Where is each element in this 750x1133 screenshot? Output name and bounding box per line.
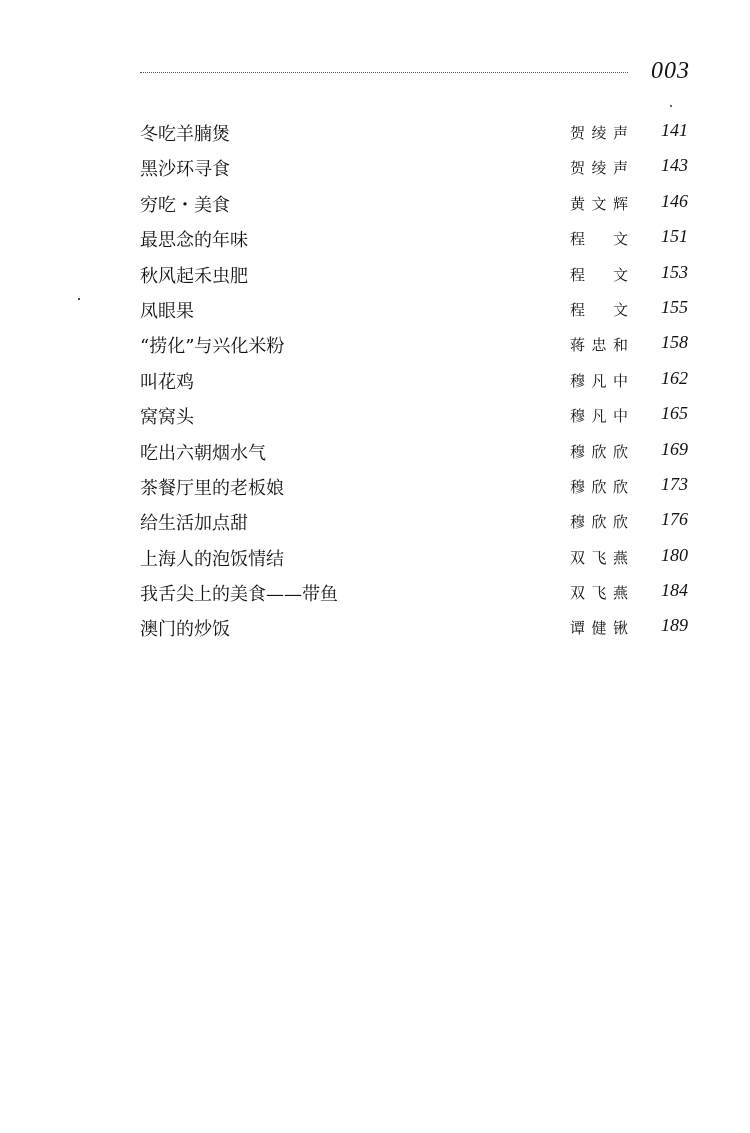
entry-title: 澳门的炒饭 [140,619,230,641]
entry-page: 184 [661,580,688,601]
entry-page: 189 [661,615,688,636]
table-of-contents [140,114,690,645]
entry-title: 穷吃・美食 [140,194,230,216]
entry-author: 双飞燕 [570,548,628,567]
entry-page: 151 [661,226,688,247]
entry-author: 穆欣欣 [570,513,628,532]
entry-author: 蒋忠和 [570,336,628,355]
entry-author: 穆凡中 [570,407,628,426]
entry-page: 169 [661,438,688,459]
entry-page: 158 [661,332,688,353]
entry-title: 窝窝头 [140,407,194,429]
entry-author: 黄文辉 [570,194,628,213]
toc-entry [140,149,690,184]
entry-title: 冬吃羊腩煲 [140,124,230,145]
toc-entry [140,397,690,432]
entry-title: 最思念的年味 [140,230,248,252]
entry-author: 程 文 [570,300,628,319]
toc-entry [140,326,690,361]
toc-entry [140,503,690,538]
entry-author: 穆欣欣 [570,477,628,496]
toc-entry [140,362,690,397]
entry-title: 上海人的泡饭情结 [140,548,284,570]
print-speck [78,298,80,300]
toc-entry [140,609,690,644]
toc-entry [140,220,690,255]
page-number: 003 [651,58,690,84]
entry-author: 穆凡中 [570,371,628,390]
entry-title: 给生活加点甜 [140,513,248,535]
entry-title: 秋风起禾虫肥 [140,265,248,287]
toc-entry [140,185,690,220]
toc-entry [140,256,690,291]
entry-author: 程 文 [570,265,628,284]
print-speck [670,105,672,107]
toc-entry [140,114,690,149]
entry-page: 176 [661,509,688,530]
entry-page: 155 [661,296,688,317]
entry-title: 茶餐厅里的老板娘 [140,477,284,499]
entry-title: “捞化”与兴化米粉 [140,336,285,358]
toc-entry [140,468,690,503]
entry-author: 双飞燕 [570,584,628,603]
entry-page: 141 [661,120,688,140]
entry-author: 谭健锹 [570,619,628,638]
entry-page: 173 [661,473,688,494]
entry-author: 穆欣欣 [570,442,628,461]
entry-title: 黑沙环寻食 [140,159,230,181]
toc-entry [140,291,690,326]
entry-page: 165 [661,403,688,424]
entry-page: 146 [661,190,688,211]
dotted-leader-line [140,72,628,73]
entry-author: 贺绫声 [570,124,628,142]
toc-entry [140,539,690,574]
entry-page: 153 [661,261,688,282]
page-header [140,58,690,86]
entry-title: 凤眼果 [140,300,194,322]
entry-author: 贺绫声 [570,159,628,178]
entry-page: 180 [661,544,688,565]
entry-title: 叫花鸡 [140,371,194,393]
toc-entry [140,574,690,609]
entry-title: 吃出六朝烟水气 [140,442,266,464]
entry-title: 我舌尖上的美食——带鱼 [140,584,338,606]
toc-entry [140,433,690,468]
entry-author: 程 文 [570,230,628,249]
entry-page: 162 [661,367,688,388]
entry-page: 143 [661,155,688,176]
